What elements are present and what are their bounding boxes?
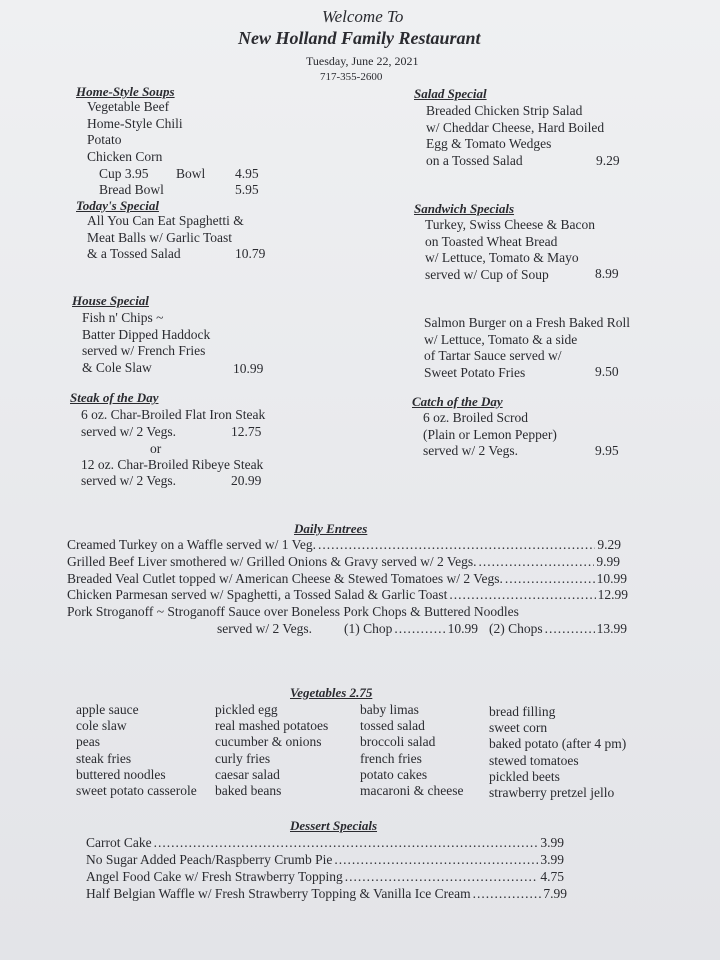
steak-line-4: served w/ 2 Vegs. <box>81 473 176 488</box>
steak-line-2: served w/ 2 Vegs. <box>81 424 176 439</box>
salad-desc <box>426 103 604 169</box>
sandwich-heading: Sandwich Specials <box>414 201 515 216</box>
veg-item: baked beans <box>215 783 282 799</box>
veg-item: cole slaw <box>76 718 127 734</box>
todays-special-line: All You Can Eat Spaghetti & <box>87 213 244 228</box>
stroganoff-line: Pork Stroganoff ~ Stroganoff Sauce over Boneless Pork Chops & Buttered Noodles <box>67 604 519 619</box>
veg-item: french fries <box>360 750 422 766</box>
sandwich-line: served w/ Cup of Soup <box>425 266 549 282</box>
veg-column-1 <box>76 702 197 799</box>
dessert-price: 7.99 <box>543 886 567 901</box>
catch-desc <box>423 410 557 460</box>
salmon-price: 9.50 <box>595 364 619 379</box>
dessert-row <box>86 835 564 851</box>
veg-item: sweet corn <box>489 720 548 736</box>
entree-name: Grilled Beef Liver smothered w/ Grilled Onions & Gravy served w/ 2 Vegs. <box>67 554 477 569</box>
bread-bowl-price: 5.95 <box>235 182 259 197</box>
sandwich-price: 8.99 <box>595 266 619 281</box>
entree-row <box>67 587 628 603</box>
dessert-row <box>86 852 564 868</box>
veg-item: macaroni & cheese <box>360 783 464 799</box>
chop2-price: 13.99 <box>596 621 627 636</box>
sandwich-desc <box>425 217 595 283</box>
catch-heading: Catch of the Day <box>412 394 503 409</box>
house-special-desc <box>82 310 210 376</box>
veg-item: apple sauce <box>76 702 139 717</box>
house-special-price: 10.99 <box>233 361 264 376</box>
steak-price-2: 20.99 <box>231 473 262 488</box>
veg-item: broccoli salad <box>360 734 436 750</box>
steak-price-1: 12.75 <box>231 424 262 439</box>
steak-line-1: 6 oz. Char-Broiled Flat Iron Steak <box>81 407 266 422</box>
soup-item: Chicken Corn <box>87 148 163 164</box>
cup-price: 3.95 <box>124 166 149 181</box>
chop1-price: 10.99 <box>447 621 478 636</box>
catch-line: served w/ 2 Vegs. <box>423 443 518 459</box>
house-special-line: served w/ French Fries <box>82 343 206 359</box>
sandwich-line: w/ Lettuce, Tomato & Mayo <box>425 250 579 266</box>
phone-number: 717-355-2600 <box>320 71 383 83</box>
dessert-name: Half Belgian Waffle w/ Fresh Strawberry Topping & Vanilla Ice Cream <box>86 886 471 901</box>
salmon-line: Salmon Burger on a Fresh Baked Roll <box>424 315 630 330</box>
veg-item: bread filling <box>489 704 556 719</box>
veg-item: cucumber & onions <box>215 734 322 750</box>
dessert-name: Carrot Cake <box>86 835 152 850</box>
cup-label <box>99 166 149 183</box>
entree-name: Chicken Parmesan served w/ Spaghetti, a Tossed Salad & Garlic Toast <box>67 587 448 602</box>
welcome-text: Welcome To <box>322 7 404 26</box>
catch-price: 9.95 <box>595 443 619 458</box>
entree-row <box>67 571 627 587</box>
steak-or: or <box>150 441 162 456</box>
veg-item: real mashed potatoes <box>215 718 329 734</box>
soups-list <box>87 99 183 165</box>
salmon-line: of Tartar Sauce served w/ <box>424 348 562 364</box>
salad-line: w/ Cheddar Cheese, Hard Boiled <box>426 119 605 135</box>
veg-item: buttered noodles <box>76 766 166 782</box>
house-special-line: Fish n' Chips ~ <box>82 310 164 325</box>
catch-line: (Plain or Lemon Pepper) <box>423 426 557 442</box>
chop2-label: (2) Chops <box>489 621 543 636</box>
dessert-name: Angel Food Cake w/ Fresh Strawberry Topping <box>86 869 343 884</box>
entree-name: Breaded Veal Cutlet topped w/ American Cheese & Stewed Tomatoes w/ 2 Vegs. <box>67 571 503 586</box>
chop2-row <box>489 621 627 637</box>
veg-item: tossed salad <box>360 718 425 734</box>
catch-line: 6 oz. Broiled Scrod <box>423 410 528 425</box>
dessert-row <box>86 869 564 885</box>
salmon-line: Sweet Potato Fries <box>424 364 526 380</box>
veg-item: baked potato (after 4 pm) <box>489 736 627 752</box>
todays-special-line: & a Tossed Salad <box>87 246 181 262</box>
salad-line: Breaded Chicken Strip Salad <box>426 103 583 118</box>
veg-item: stewed tomatoes <box>489 752 579 768</box>
entree-price: 9.29 <box>597 537 621 552</box>
veg-column-2 <box>215 702 328 799</box>
soups-heading: Home-Style Soups <box>76 84 175 99</box>
salad-line: on a Tossed Salad <box>426 152 523 168</box>
veg-item: steak fries <box>76 750 132 766</box>
veg-item: baby limas <box>360 702 419 717</box>
entree-price: 12.99 <box>597 587 628 602</box>
soup-item: Vegetable Beef <box>87 99 170 114</box>
restaurant-name: New Holland Family Restaurant <box>238 28 481 48</box>
veg-item: sweet potato casserole <box>76 783 197 799</box>
veg-item: strawberry pretzel jello <box>489 785 615 801</box>
entree-price: 9.99 <box>596 554 620 569</box>
salad-line: Egg & Tomato Wedges <box>426 136 552 152</box>
steak-line-3: 12 oz. Char-Broiled Ribeye Steak <box>81 457 264 472</box>
veg-column-3 <box>360 702 463 799</box>
entree-row <box>67 537 621 553</box>
entree-name: Creamed Turkey on a Waffle served w/ 1 Veg. <box>67 537 316 552</box>
house-special-line: Batter Dipped Haddock <box>82 326 211 342</box>
desserts-heading: Dessert Specials <box>290 818 378 833</box>
dessert-price: 3.99 <box>540 852 564 867</box>
stroganoff-served: served w/ 2 Vegs. <box>217 621 312 636</box>
menu-date: Tuesday, June 22, 2021 <box>306 54 419 68</box>
chop1-row <box>344 621 478 637</box>
soup-item: Potato <box>87 132 122 148</box>
salmon-line: w/ Lettuce, Tomato & a side <box>424 331 578 347</box>
house-special-heading: House Special <box>72 293 149 308</box>
veg-item: caesar salad <box>215 766 280 782</box>
veg-item: curly fries <box>215 750 271 766</box>
veg-item: pickled beets <box>489 768 560 784</box>
salad-price: 9.29 <box>596 153 620 168</box>
todays-special-heading: Today's Special <box>76 198 159 213</box>
cup-label-text: Cup <box>99 166 122 181</box>
entree-price: 10.99 <box>596 571 627 586</box>
dessert-price: 4.75 <box>540 869 564 884</box>
steak-heading: Steak of the Day <box>70 390 159 405</box>
todays-special-line: Meat Balls w/ Garlic Toast <box>87 229 233 245</box>
bowl-label: Bowl <box>176 166 206 181</box>
entree-row <box>67 554 620 570</box>
chop1-label: (1) Chop <box>344 621 393 636</box>
salad-heading: Salad Special <box>414 86 487 101</box>
bread-bowl-label: Bread Bowl <box>99 182 164 197</box>
veg-column-4 <box>489 704 626 801</box>
dessert-row <box>86 886 567 902</box>
entrees-heading: Daily Entrees <box>294 521 368 536</box>
todays-special-price: 10.79 <box>235 246 266 261</box>
todays-special-desc <box>87 213 244 263</box>
dessert-name: No Sugar Added Peach/Raspberry Crumb Pie <box>86 852 333 867</box>
veg-item: potato cakes <box>360 766 428 782</box>
house-special-line: & Cole Slaw <box>82 359 152 375</box>
sandwich-line: on Toasted Wheat Bread <box>425 233 558 249</box>
vegetables-heading: Vegetables 2.75 <box>290 685 373 700</box>
veg-item: peas <box>76 734 100 750</box>
sandwich-line: Turkey, Swiss Cheese & Bacon <box>425 217 595 232</box>
bowl-price: 4.95 <box>235 166 259 181</box>
veg-item: pickled egg <box>215 702 278 717</box>
dessert-price: 3.99 <box>540 835 564 850</box>
soup-item: Home-Style Chili <box>87 115 183 131</box>
